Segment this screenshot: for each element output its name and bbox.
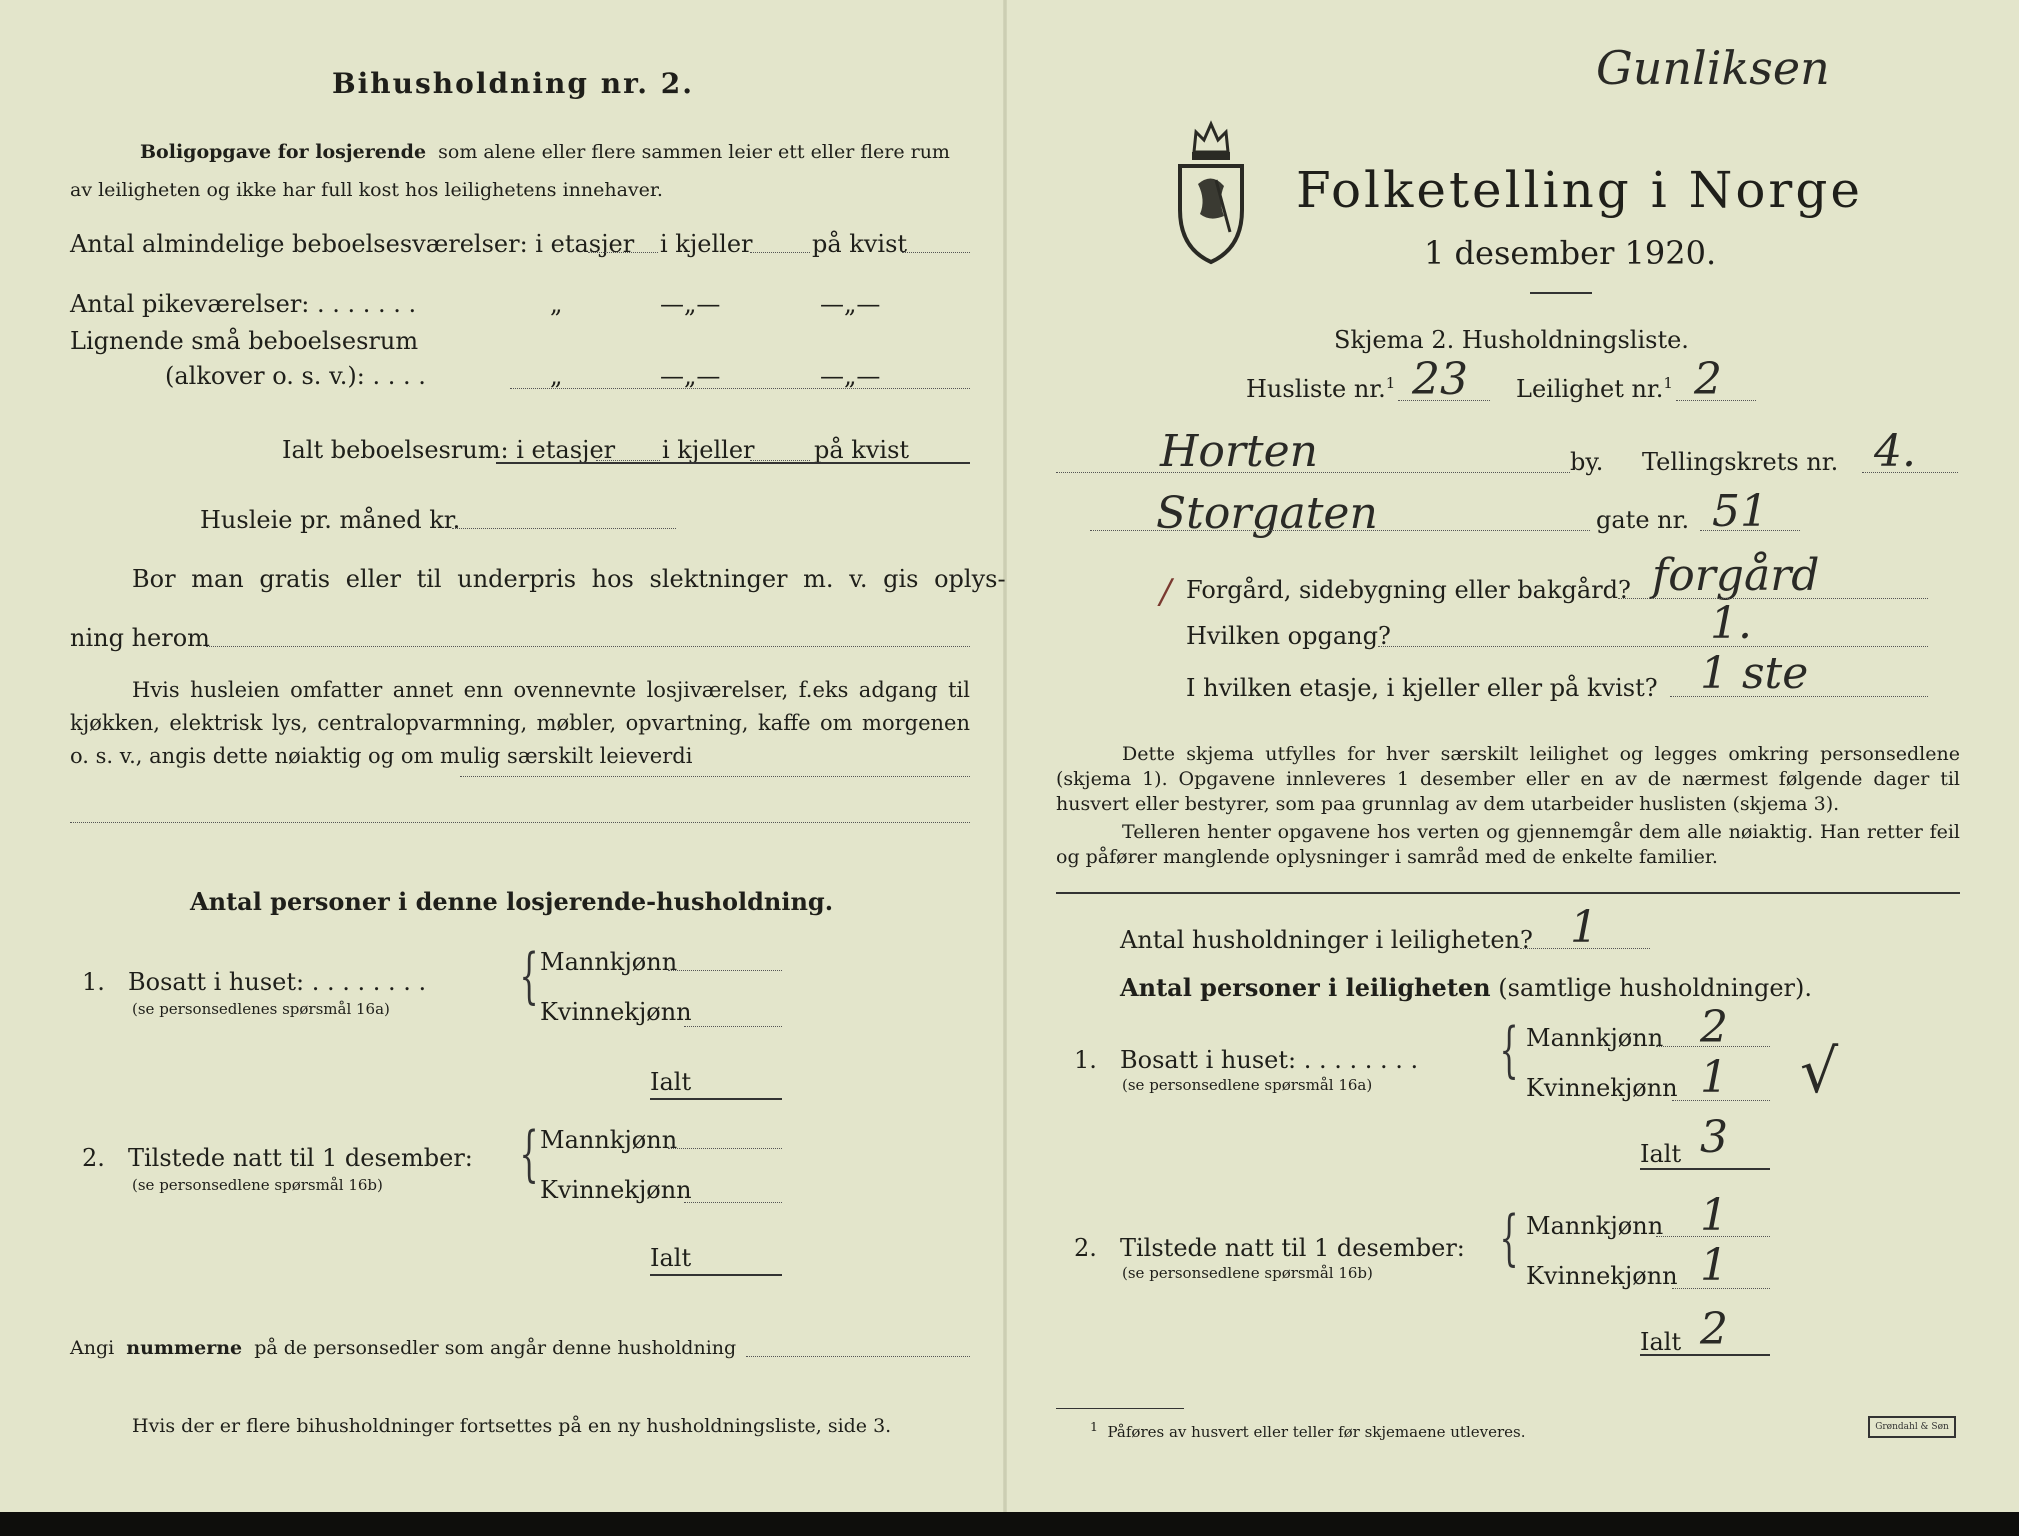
rooms-label: Antal almindelige beboelsesværelser: i etasjer bbox=[70, 230, 635, 258]
schema-label: Skjema 2. Husholdningsliste. bbox=[1334, 326, 1689, 354]
left-q1-number: 1. bbox=[82, 968, 105, 996]
left-footer: Hvis der er flere bihusholdninger fortsettes på en ny husholdningsliste, side 3. bbox=[132, 1415, 892, 1437]
left-tilstede-kvinne-label: Kvinnekjønn bbox=[540, 1176, 692, 1204]
forgard-label: Forgård, sidebygning eller bakgård? bbox=[1186, 576, 1631, 604]
note-field-2 bbox=[70, 822, 970, 823]
right-tilstede-ialt-value: 2 bbox=[1700, 1304, 1728, 1355]
left-tilstede-label: Tilstede natt til 1 desember: bbox=[128, 1144, 473, 1172]
left-bosatt-ref: (se personsedlenes spørsmål 16a) bbox=[132, 1000, 390, 1018]
tally-check-mark: √ bbox=[1800, 1037, 1839, 1107]
right-bosatt-kvinne-value: 1 bbox=[1700, 1052, 1728, 1103]
maid-rooms-label: Antal pikeværelser: . . . . . . . bbox=[70, 290, 417, 318]
opgang-value: 1. bbox=[1710, 598, 1752, 649]
left-bosatt-kvinne-label: Kvinnekjønn bbox=[540, 998, 692, 1026]
right-tilstede-kvinne-field bbox=[1672, 1288, 1770, 1289]
right-tilstede-mann-value: 1 bbox=[1700, 1190, 1728, 1241]
right-bosatt-mann-field bbox=[1656, 1046, 1770, 1047]
right-bosatt-kvinne-label: Kvinnekjønn bbox=[1526, 1074, 1678, 1102]
rent-field bbox=[452, 528, 676, 529]
form-title: Folketelling i Norge bbox=[1296, 161, 1863, 219]
similar-rooms-field bbox=[510, 388, 970, 389]
total-rooms-rule bbox=[496, 462, 970, 464]
right-bosatt-kvinne-field bbox=[1672, 1100, 1770, 1101]
gate-nr-field bbox=[1700, 530, 1800, 531]
left-tilstede-ialt-label: Ialt bbox=[650, 1244, 692, 1272]
households-field bbox=[1520, 948, 1650, 949]
similar-rooms-label-1: Lignende små beboelsesrum bbox=[70, 327, 419, 355]
etasje-label: I hvilken etasje, i kjeller eller på kvist? bbox=[1186, 674, 1658, 702]
left-tilstede-ref: (se personsedlene spørsmål 16b) bbox=[132, 1176, 383, 1194]
rooms-kvist-field bbox=[902, 252, 970, 253]
free-field bbox=[206, 646, 970, 647]
right-bosatt-mann-value: 2 bbox=[1700, 1002, 1728, 1053]
leilighet-field bbox=[1676, 400, 1756, 401]
maid-ditto-1: „ bbox=[550, 290, 563, 318]
handwritten-surname: Gunliksen bbox=[1596, 41, 1830, 95]
maid-ditto-2: —„— bbox=[660, 290, 721, 318]
instructions-rule bbox=[1056, 892, 1960, 894]
right-tilstede-mann-label: Mannkjønn bbox=[1526, 1212, 1664, 1240]
printer-stamp: Grøndahl & Søn bbox=[1868, 1416, 1956, 1438]
etasje-field bbox=[1670, 696, 1928, 697]
rooms-kjeller-field bbox=[750, 252, 810, 253]
similar-ditto-2: —„— bbox=[660, 362, 721, 390]
right-bosatt-mann-label: Mannkjønn bbox=[1526, 1024, 1664, 1052]
right-tilstede-ialt-label: Ialt bbox=[1640, 1328, 1682, 1356]
total-kjeller-label: i kjeller bbox=[662, 436, 755, 464]
left-title: Bihusholdning nr. 2. bbox=[332, 67, 694, 100]
similar-rooms-label-2: (alkover o. s. v.): . . . . bbox=[165, 362, 426, 390]
by-label: by. bbox=[1570, 448, 1604, 476]
right-tilstede-kvinne-label: Kvinnekjønn bbox=[1526, 1262, 1678, 1290]
instructions-1: Dette skjema utfylles for hver særskilt leilighet og legges omkring personsedlene (skjema 1). Opgavene innleveres 1 desember eller en av de nærmest følgende dager til husvert eller bestyrer, som paa grunnlag av dem utarbeider huslisten (skjema 3). bbox=[1056, 743, 1960, 815]
free-text-1: Bor man gratis eller til underpris hos slektninger m. v. gis oplys- bbox=[132, 565, 1006, 593]
left-tilstede-brace: { bbox=[519, 1119, 539, 1189]
left-bosatt-mann-label: Mannkjønn bbox=[540, 948, 678, 976]
gate-nr-value: 51 bbox=[1712, 486, 1768, 537]
angi-line: Angi nummerne på de personsedler som angår denne husholdning bbox=[70, 1337, 737, 1359]
forgard-value: forgård bbox=[1652, 550, 1820, 601]
right-bosatt-brace: { bbox=[1499, 1015, 1519, 1085]
angi-field bbox=[746, 1356, 970, 1357]
tellingskrets-label: Tellingskrets nr. bbox=[1642, 448, 1839, 476]
leilighet-value: 2 bbox=[1694, 354, 1722, 405]
right-bosatt-ialt-label: Ialt bbox=[1640, 1140, 1682, 1168]
footnote: $^1$ Påføres av husvert eller teller før skjemaene utleveres. bbox=[1090, 1419, 1526, 1441]
etasje-value: 1 ste bbox=[1700, 648, 1809, 699]
page-fold bbox=[1003, 0, 1007, 1512]
left-bosatt-label: Bosatt i huset: . . . . . . . . bbox=[128, 968, 427, 996]
households-label: Antal husholdninger i leiligheten? bbox=[1120, 926, 1533, 954]
husliste-field bbox=[1398, 400, 1490, 401]
tellingskrets-value: 4. bbox=[1874, 426, 1916, 477]
norway-coat-of-arms-icon bbox=[1172, 110, 1250, 266]
rent-label: Husleie pr. måned kr. bbox=[200, 506, 461, 534]
by-value: Horten bbox=[1160, 426, 1318, 477]
households-value: 1 bbox=[1570, 902, 1598, 953]
left-tilstede-mann-field bbox=[668, 1148, 782, 1149]
instructions-2: Telleren henter opgavene hos verten og gjennemgår dem alle nøiaktig. Han retter feil og påfører manglende oplysninger i samråd med de enkelte familier. bbox=[1056, 821, 1960, 868]
gate-nr-label: gate nr. bbox=[1596, 506, 1690, 534]
left-tilstede-ialt-rule bbox=[650, 1274, 782, 1276]
left-bosatt-brace: { bbox=[519, 941, 539, 1011]
rooms-kvist-label: på kvist bbox=[812, 230, 908, 258]
left-note: Hvis husleien omfatter annet enn ovennevnte losjiværelser, f.eks adgang til kjøkken, elektrisk lys, centralopvarmning, møbler, opvartning, kaffe om morgenen o. s. v., angis dette nøiaktig og om mulig særskilt leieverdi bbox=[70, 678, 970, 768]
husliste-value: 23 bbox=[1412, 354, 1468, 405]
right-tilstede-brace: { bbox=[1499, 1203, 1519, 1273]
total-kjeller-field bbox=[750, 460, 810, 461]
form-date: 1 desember 1920. bbox=[1424, 234, 1717, 272]
note-field-1 bbox=[460, 776, 970, 777]
right-tilstede-mann-field bbox=[1656, 1236, 1770, 1237]
persons-line: Antal personer i leiligheten (samtlige husholdninger). bbox=[1120, 973, 1813, 1002]
title-rule bbox=[1530, 292, 1592, 294]
intro-line-1: Boligopgave for losjerende som alene eller flere sammen leier ett eller flere rum bbox=[140, 141, 950, 163]
forgard-field bbox=[1618, 598, 1928, 599]
persons-heading: Antal personer i denne losjerende-husholdning. bbox=[190, 887, 834, 916]
right-q1-number: 1. bbox=[1074, 1046, 1097, 1074]
left-tilstede-kvinne-field bbox=[684, 1202, 782, 1203]
leilighet-label: Leilighet nr.$^1$ bbox=[1516, 374, 1673, 403]
similar-ditto-1: „ bbox=[550, 362, 563, 390]
opgang-field bbox=[1378, 646, 1928, 647]
right-tilstede-ref: (se personsedlene spørsmål 16b) bbox=[1122, 1264, 1373, 1282]
free-text-2: ning herom bbox=[70, 624, 210, 652]
left-tilstede-mann-label: Mannkjønn bbox=[540, 1126, 678, 1154]
left-bosatt-ialt-rule bbox=[650, 1098, 782, 1100]
total-etasjer-field bbox=[596, 460, 660, 461]
right-bosatt-ialt-value: 3 bbox=[1700, 1112, 1728, 1163]
total-kvist-label: på kvist bbox=[814, 436, 910, 464]
right-bosatt-ialt-rule bbox=[1640, 1168, 1770, 1170]
right-q2-number: 2. bbox=[1074, 1234, 1097, 1262]
rooms-etasjer-field bbox=[588, 252, 658, 253]
left-bosatt-mann-field bbox=[668, 970, 782, 971]
right-tilstede-ialt-rule bbox=[1640, 1354, 1770, 1356]
opgang-label: Hvilken opgang? bbox=[1186, 622, 1391, 650]
intro-line-2: av leiligheten og ikke har full kost hos leilighetens innehaver. bbox=[70, 179, 663, 201]
rooms-kjeller-label: i kjeller bbox=[660, 230, 753, 258]
husliste-label: Husliste nr.$^1$ bbox=[1246, 374, 1396, 403]
tellingskrets-field bbox=[1862, 472, 1958, 473]
total-rooms-label: Ialt beboelsesrum: i etasjer bbox=[282, 436, 616, 464]
left-q2-number: 2. bbox=[82, 1144, 105, 1172]
left-bosatt-kvinne-field bbox=[684, 1026, 782, 1027]
gate-field bbox=[1090, 530, 1590, 531]
right-bosatt-ref: (se personsedlene spørsmål 16a) bbox=[1122, 1076, 1373, 1094]
maid-ditto-3: —„— bbox=[820, 290, 881, 318]
right-tilstede-label: Tilstede natt til 1 desember: bbox=[1120, 1234, 1465, 1262]
right-bosatt-label: Bosatt i huset: . . . . . . . . bbox=[1120, 1046, 1419, 1074]
gate-value: Storgaten bbox=[1156, 488, 1378, 539]
similar-ditto-3: —„— bbox=[820, 362, 881, 390]
right-tilstede-kvinne-value: 1 bbox=[1700, 1240, 1728, 1291]
footnote-rule bbox=[1056, 1408, 1184, 1409]
margin-check-mark: / bbox=[1160, 572, 1172, 612]
by-field bbox=[1056, 472, 1570, 473]
left-bosatt-ialt-label: Ialt bbox=[650, 1068, 692, 1096]
